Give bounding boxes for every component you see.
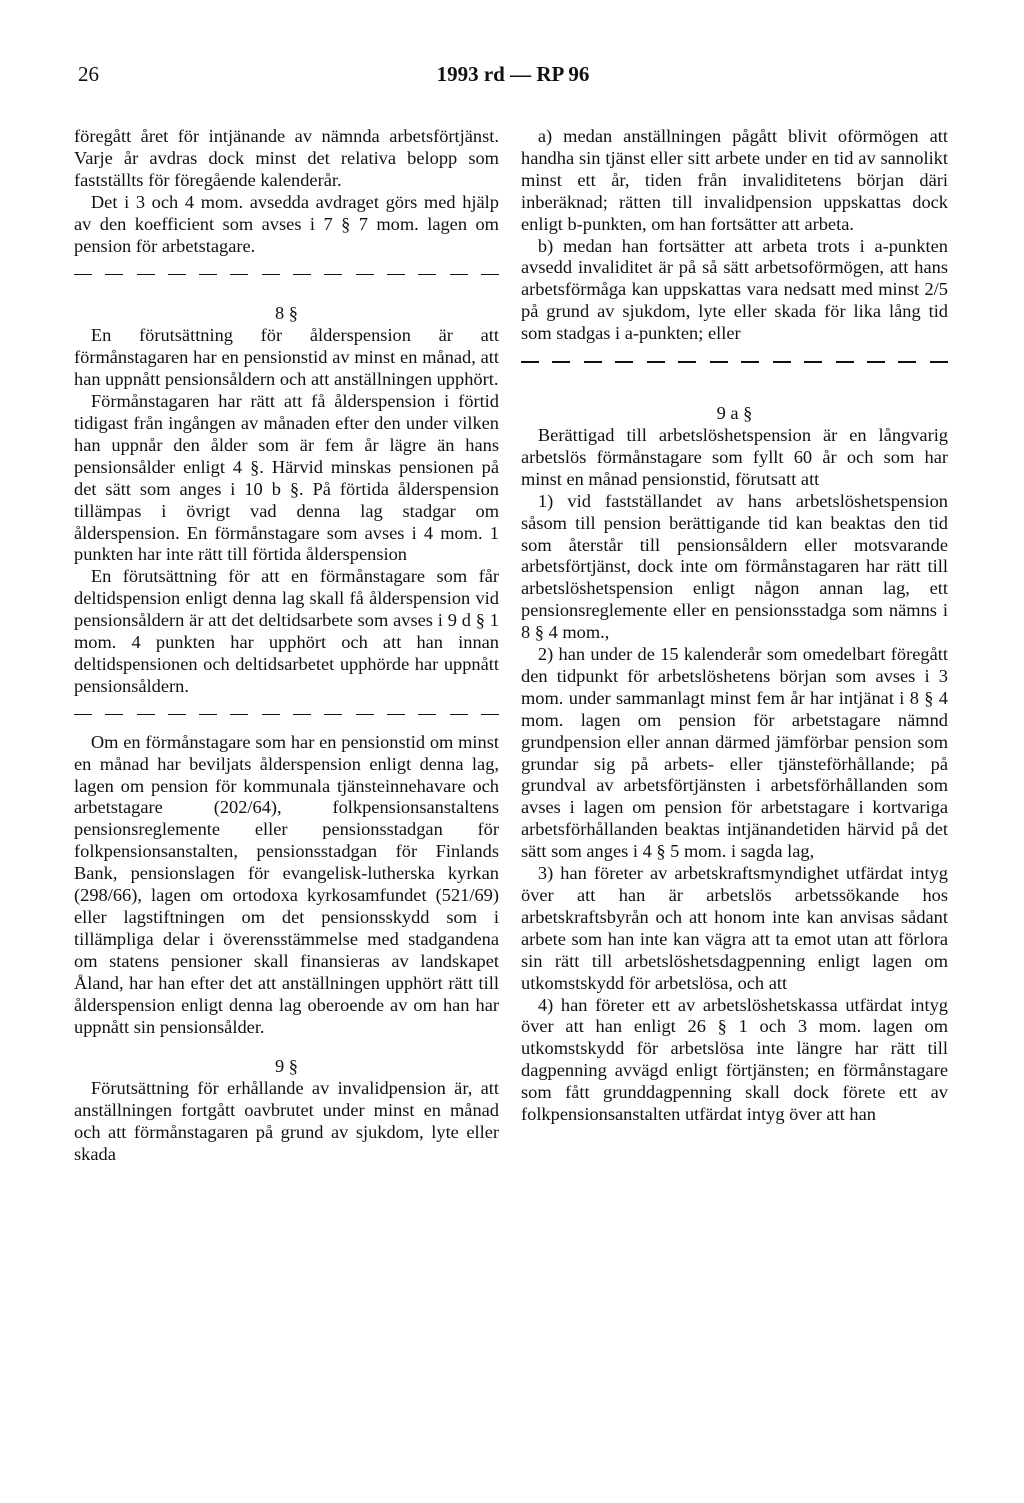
- right-paragraph-7: 4) han företer ett av arbetslöshetskassa utfärdat intyg över att han enligt 26 § 1 och 3 mom. lagen om utkomstskydd för arbetslösa inte längre har rätt till dagpenning avvägd enligt förtjänsten; en förmånstagare som fått grunddagpenning skall dock förete ett av folkpensionsanstalten utfärdat intyg över att han: [521, 994, 948, 1125]
- left-paragraph-2: Det i 3 och 4 mom. avsedda avdraget görs med hjälp av den koefficient som avses i 7 § 7 mom. lagen om pension för arbetstagare.: [74, 191, 499, 256]
- right-paragraph-2: b) medan han fortsätter att arbeta trots i a-punkten avsedd invaliditet är på så sätt arbetsoförmögen, att hans arbetsförmåga kan uppskattas vara nedsatt med minst 2/5 på grund av sjukdom, lyte eller skada för lika lång tid som stadgas i a-punkten; eller: [521, 235, 948, 344]
- left-paragraph-7: Förutsättning för erhållande av invalidpension är, att anställningen fortgått oavbrutet under minst en månad och att förmånstagaren på grund av sjukdom, lyte eller skada: [74, 1078, 499, 1165]
- section-heading-9a: 9 a §: [716, 403, 753, 424]
- omission-dashes: [74, 704, 499, 726]
- page-number: 26: [78, 62, 99, 86]
- running-title: 1993 rd — RP 96: [436, 62, 590, 86]
- right-paragraph-3: Berättigad till arbetslöshetspension är en långvarig arbetslös förmånstagare som fyllt 60 år och som har minst en månad pensionstid, förutsatt att: [521, 424, 948, 489]
- left-paragraph-6: Om en förmånstagare som har en pensionstid om minst en månad har beviljats ålderspension enligt denna lag, lagen om pension för kommunala tjänsteinnehavare och arbetstagare (202/64), folkpensionsanstaltens pensionsreglemente eller pensionsstadgan för folkpensionsanstalten, pensionsstadgan för Finlands Bank, pensionslagen för evangelisk-lutherska kyrkan (298/66), lagen om ortodoxa kyrkosamfundet (521/69) eller lagstiftningen om det pensionsskydd som i tillämpliga delar i överensstämmelse med stadgandena om statens pensioner skall finansieras av landskapet Åland, har han efter det att anställningen upphört rätt till ålderspension enligt denna lag oberoende av om han har uppnått sin pensionsålder.: [74, 731, 499, 1037]
- right-column: [521, 126, 948, 1126]
- omission-dashes: [521, 351, 948, 373]
- section-heading-9: 9 §: [275, 1056, 298, 1077]
- omission-dashes: [74, 263, 499, 285]
- left-paragraph-4: Förmånstagaren har rätt att få ålderspension i förtid tidigast från ingången av månaden efter den under vilken han uppnår den ålder som är fem år lägre än hans pensionsålder enligt 4 §. Härvid minskas pensionen på det sätt som anges i 10 b §. På förtida ålderspension tillämpas i övrigt vad denna lag stadgar om ålderspension. En förmånstagare som avses i 4 mom. 1 punkten har inte rätt till förtida ålderspension: [74, 391, 499, 565]
- left-column: [74, 126, 499, 1166]
- right-paragraph-1: a) medan anställningen pågått blivit oförmögen att handha sin tjänst eller sitt arbete under en tid av sannolikt minst ett år, tiden från invaliditetens början däri inberäknad; rätten till invalidpension uppskattas dock enligt b-punkten, om han fortsätter att arbeta.: [521, 126, 948, 234]
- right-paragraph-6: 3) han företer av arbetskraftsmyndighet utfärdat intyg över att han är arbetslös arbetssökande hos arbetskraftsbyrån och att honom inte kan anvisas sådant arbete som han inte kan vägra att ta emot utan att förlora sin rätt till arbetslöshetsdagpenning enligt lagen om utkomstskydd för arbetslösa, och att: [521, 863, 948, 993]
- section-heading-8: 8 §: [275, 303, 298, 324]
- left-paragraph-5: En förutsättning för att en förmånstagare som får deltidspension enligt denna lag skall få ålderspension vid pensionsåldern är att det deltidsarbete som avses i 9 d § 1 mom. 4 punkten har upphört och att han innan deltidspensionen och deltidsarbetet upphörde har uppnått pensionsåldern.: [74, 566, 499, 696]
- right-paragraph-5: 2) han under de 15 kalenderår som omedelbart föregått den tidpunkt för arbetslöshetens början som avses i 3 mom. under sammanlagt minst fem år har intjänat i 8 § 4 mom. lagen om pension för arbetstagare nämnd grundpension eller annan därmed jämförbar pension som grundar sig på arbets- eller tjänsteförhållande; på grundval av arbetsförtjänsten i arbetsförhållanden som avses i lagen om pension för arbetstagare i kortvariga arbetsförhållanden beaktas intjänandetiden härvid på det sätt som anges i 4 § 5 mom. i sagda lag,: [521, 644, 948, 862]
- page-header: [78, 62, 948, 92]
- left-paragraph-3: En förutsättning för ålderspension är att förmånstagaren har en pensionstid av minst en månad, att han uppnått pensionsåldern och att anställningen upphört.: [74, 325, 499, 390]
- right-paragraph-4: 1) vid fastställandet av hans arbetslöshetspension såsom till pension berättigande tid kan beaktas den tid som återstår till pensionsåldern eller motsvarande arbetsförtjänst, dock inte om förmånstagaren har rätt till arbetslöshetspension enligt någon annan lag, ett pensionsreglemente eller en pensionsstadga som nämns i 8 § 4 mom.,: [521, 490, 948, 643]
- left-paragraph-1: föregått året för intjänande av nämnda arbetsförtjänst. Varje år avdras dock minst det relativa belopp som fastställts för föregående kalenderår.: [74, 126, 499, 190]
